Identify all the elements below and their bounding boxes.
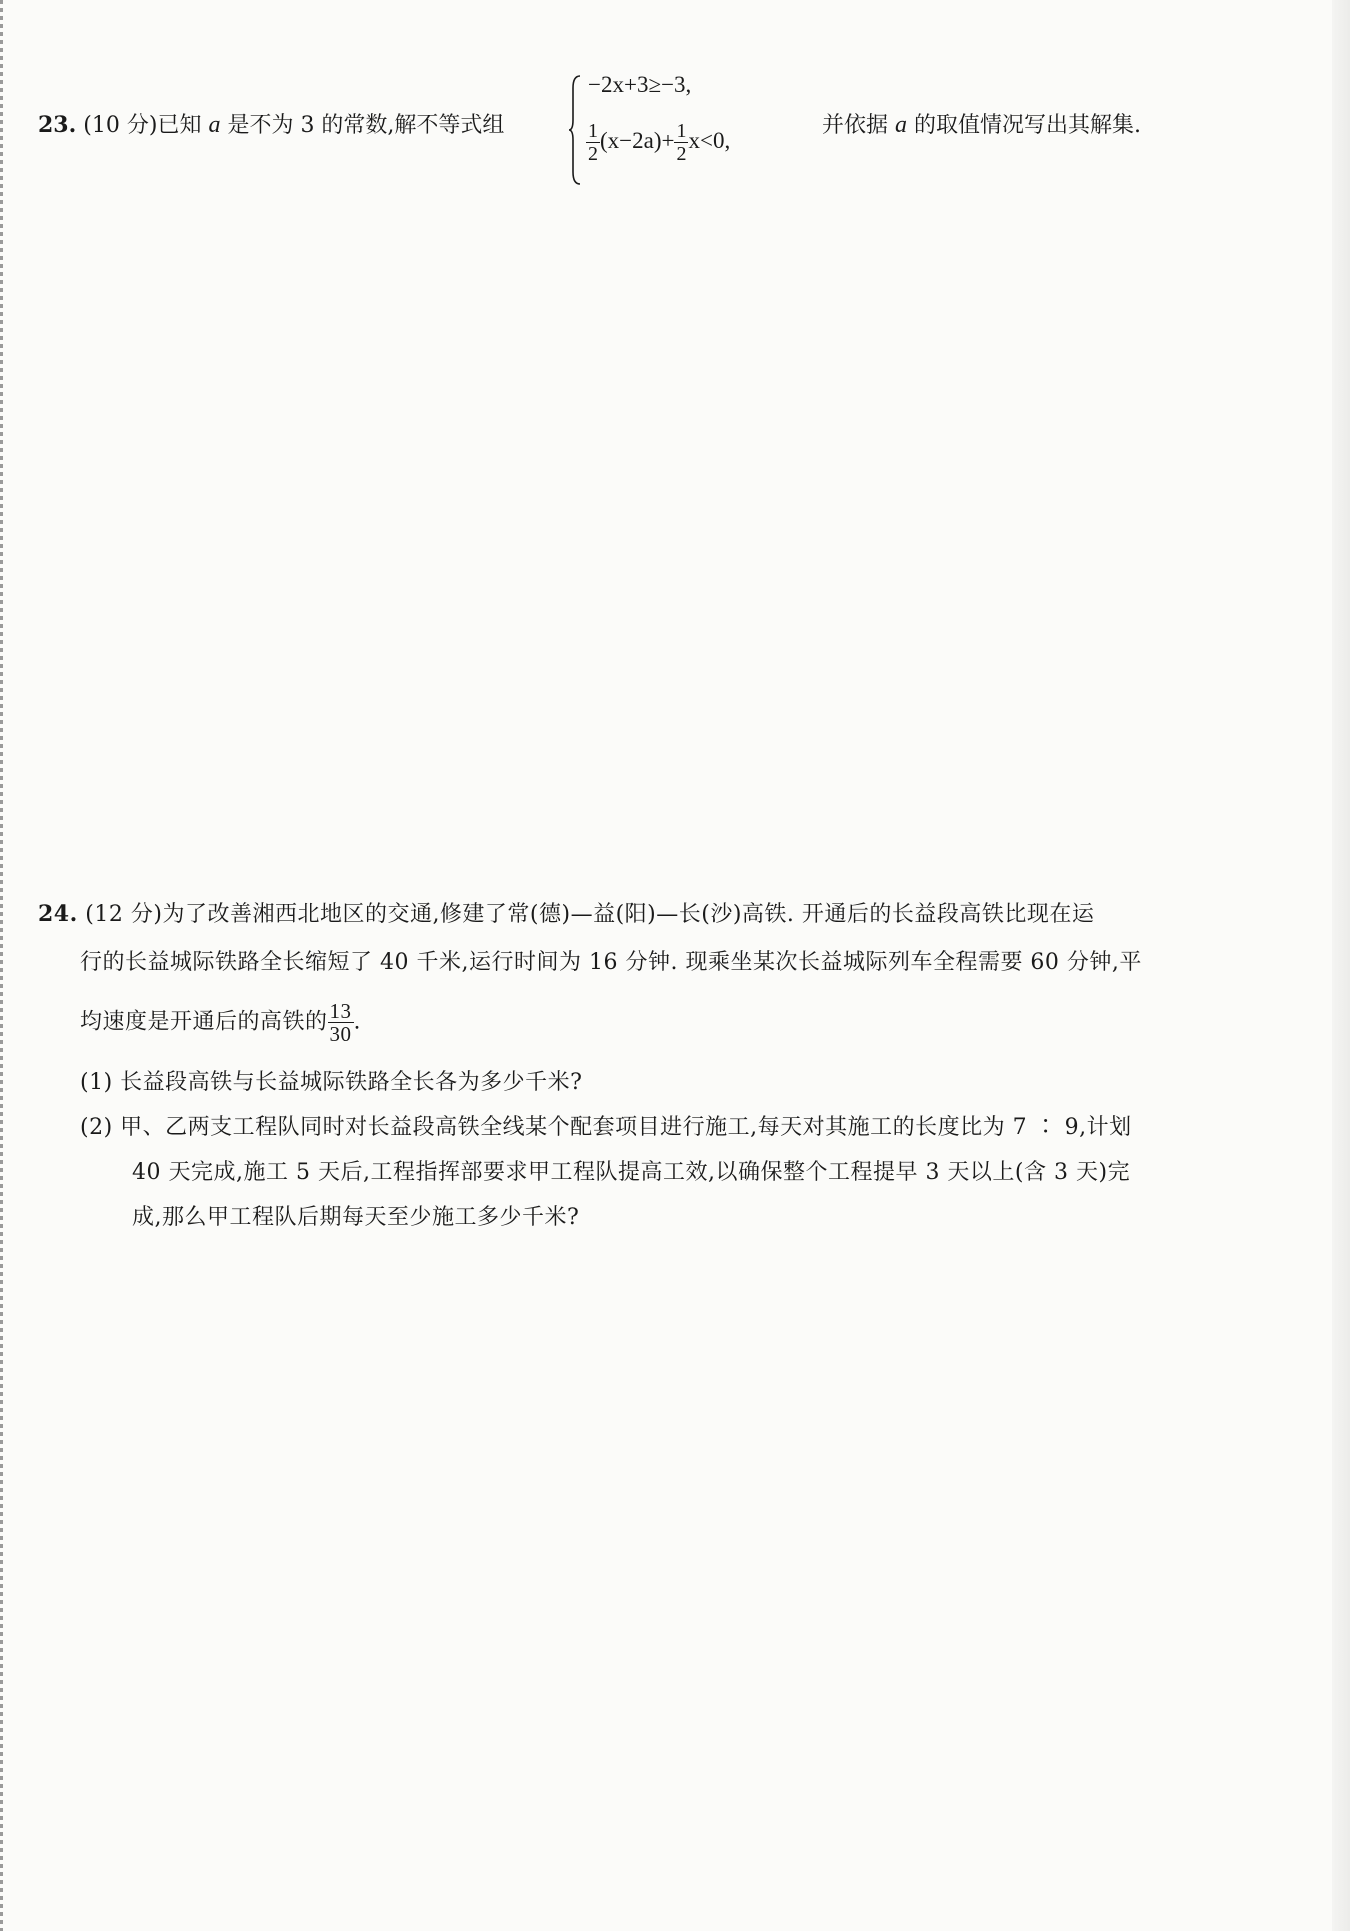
- q24-points: (12 分): [85, 902, 163, 927]
- q23-fraction-1-numerator: 1: [588, 120, 598, 142]
- q24-line-2: 行的长益城际铁路全长缩短了 40 千米,运行时间为 16 分钟. 现乘坐某次长益城际列车全程需要 60 分钟,平: [80, 950, 1142, 975]
- q23-fraction-1: [586, 120, 600, 165]
- q24-subquestion-2-line-3: 成,那么甲工程队后期每天至少施工多少千米?: [132, 1205, 580, 1230]
- q23-inequality-1: −2x+3≥−3,: [588, 72, 692, 97]
- q24-line-3-pre: 均速度是开通后的高铁的: [80, 1009, 328, 1035]
- q23-stem-tail: [822, 108, 1141, 139]
- q24-line-1: [38, 897, 1094, 928]
- q24-fraction-numerator: 13: [329, 999, 352, 1023]
- q24-subquestion-2-line-2: 40 天完成,施工 5 天后,工程指挥部要求甲工程队提高工效,以确保整个工程提早 3 天以上(含 3 天)完: [132, 1160, 1131, 1185]
- q23-var-a-2: a: [895, 112, 908, 138]
- q23-ineq2-mid: (x−2a)+: [600, 127, 675, 153]
- q23-fraction-2-numerator: 1: [676, 120, 687, 142]
- q24-text-1: 为了改善湘西北地区的交通,修建了常(德)—益(阳)—长(沙)高铁. 开通后的长益段高铁比现在运: [162, 902, 1095, 927]
- q23-points: (10 分): [83, 113, 158, 138]
- q23-ineq2-tail: x<0,: [688, 127, 731, 153]
- q24-subquestion-2-line-1: (2) 甲、乙两支工程队同时对长益段高铁全线某个配套项目进行施工,每天对其施工的长度比为 7 ∶ 9,计划: [80, 1115, 1132, 1140]
- q23-var-a: a: [208, 112, 221, 138]
- q24-number: 24.: [38, 901, 78, 927]
- q23-inequality-2: [586, 120, 730, 165]
- page-right-shade: [1332, 0, 1350, 1931]
- q23-fraction-1-denominator: 2: [588, 143, 598, 165]
- q24-subquestion-1: (1) 长益段高铁与长益城际铁路全长各为多少千米?: [80, 1070, 583, 1095]
- q23-fraction-2-denominator: 2: [676, 143, 687, 165]
- q23-stem-post: 的取值情况写出其解集.: [907, 113, 1142, 138]
- q23-stem-mid: 是不为 3 的常数,解不等式组: [220, 113, 505, 138]
- q24-line-3: [80, 1000, 361, 1045]
- q24-fraction-denominator: 30: [329, 1022, 352, 1046]
- q23-stem-pre: 已知: [157, 113, 202, 138]
- page-left-edge: [0, 0, 3, 1931]
- q23-stem: [38, 108, 504, 139]
- q23-number: 23.: [38, 112, 77, 138]
- q23-fraction-2: [674, 120, 688, 165]
- q24-line-3-post: .: [353, 1009, 362, 1035]
- q23-stem-post-pre: 并依据: [822, 113, 889, 138]
- q24-fraction: [328, 1000, 354, 1045]
- brace-icon: [568, 74, 582, 186]
